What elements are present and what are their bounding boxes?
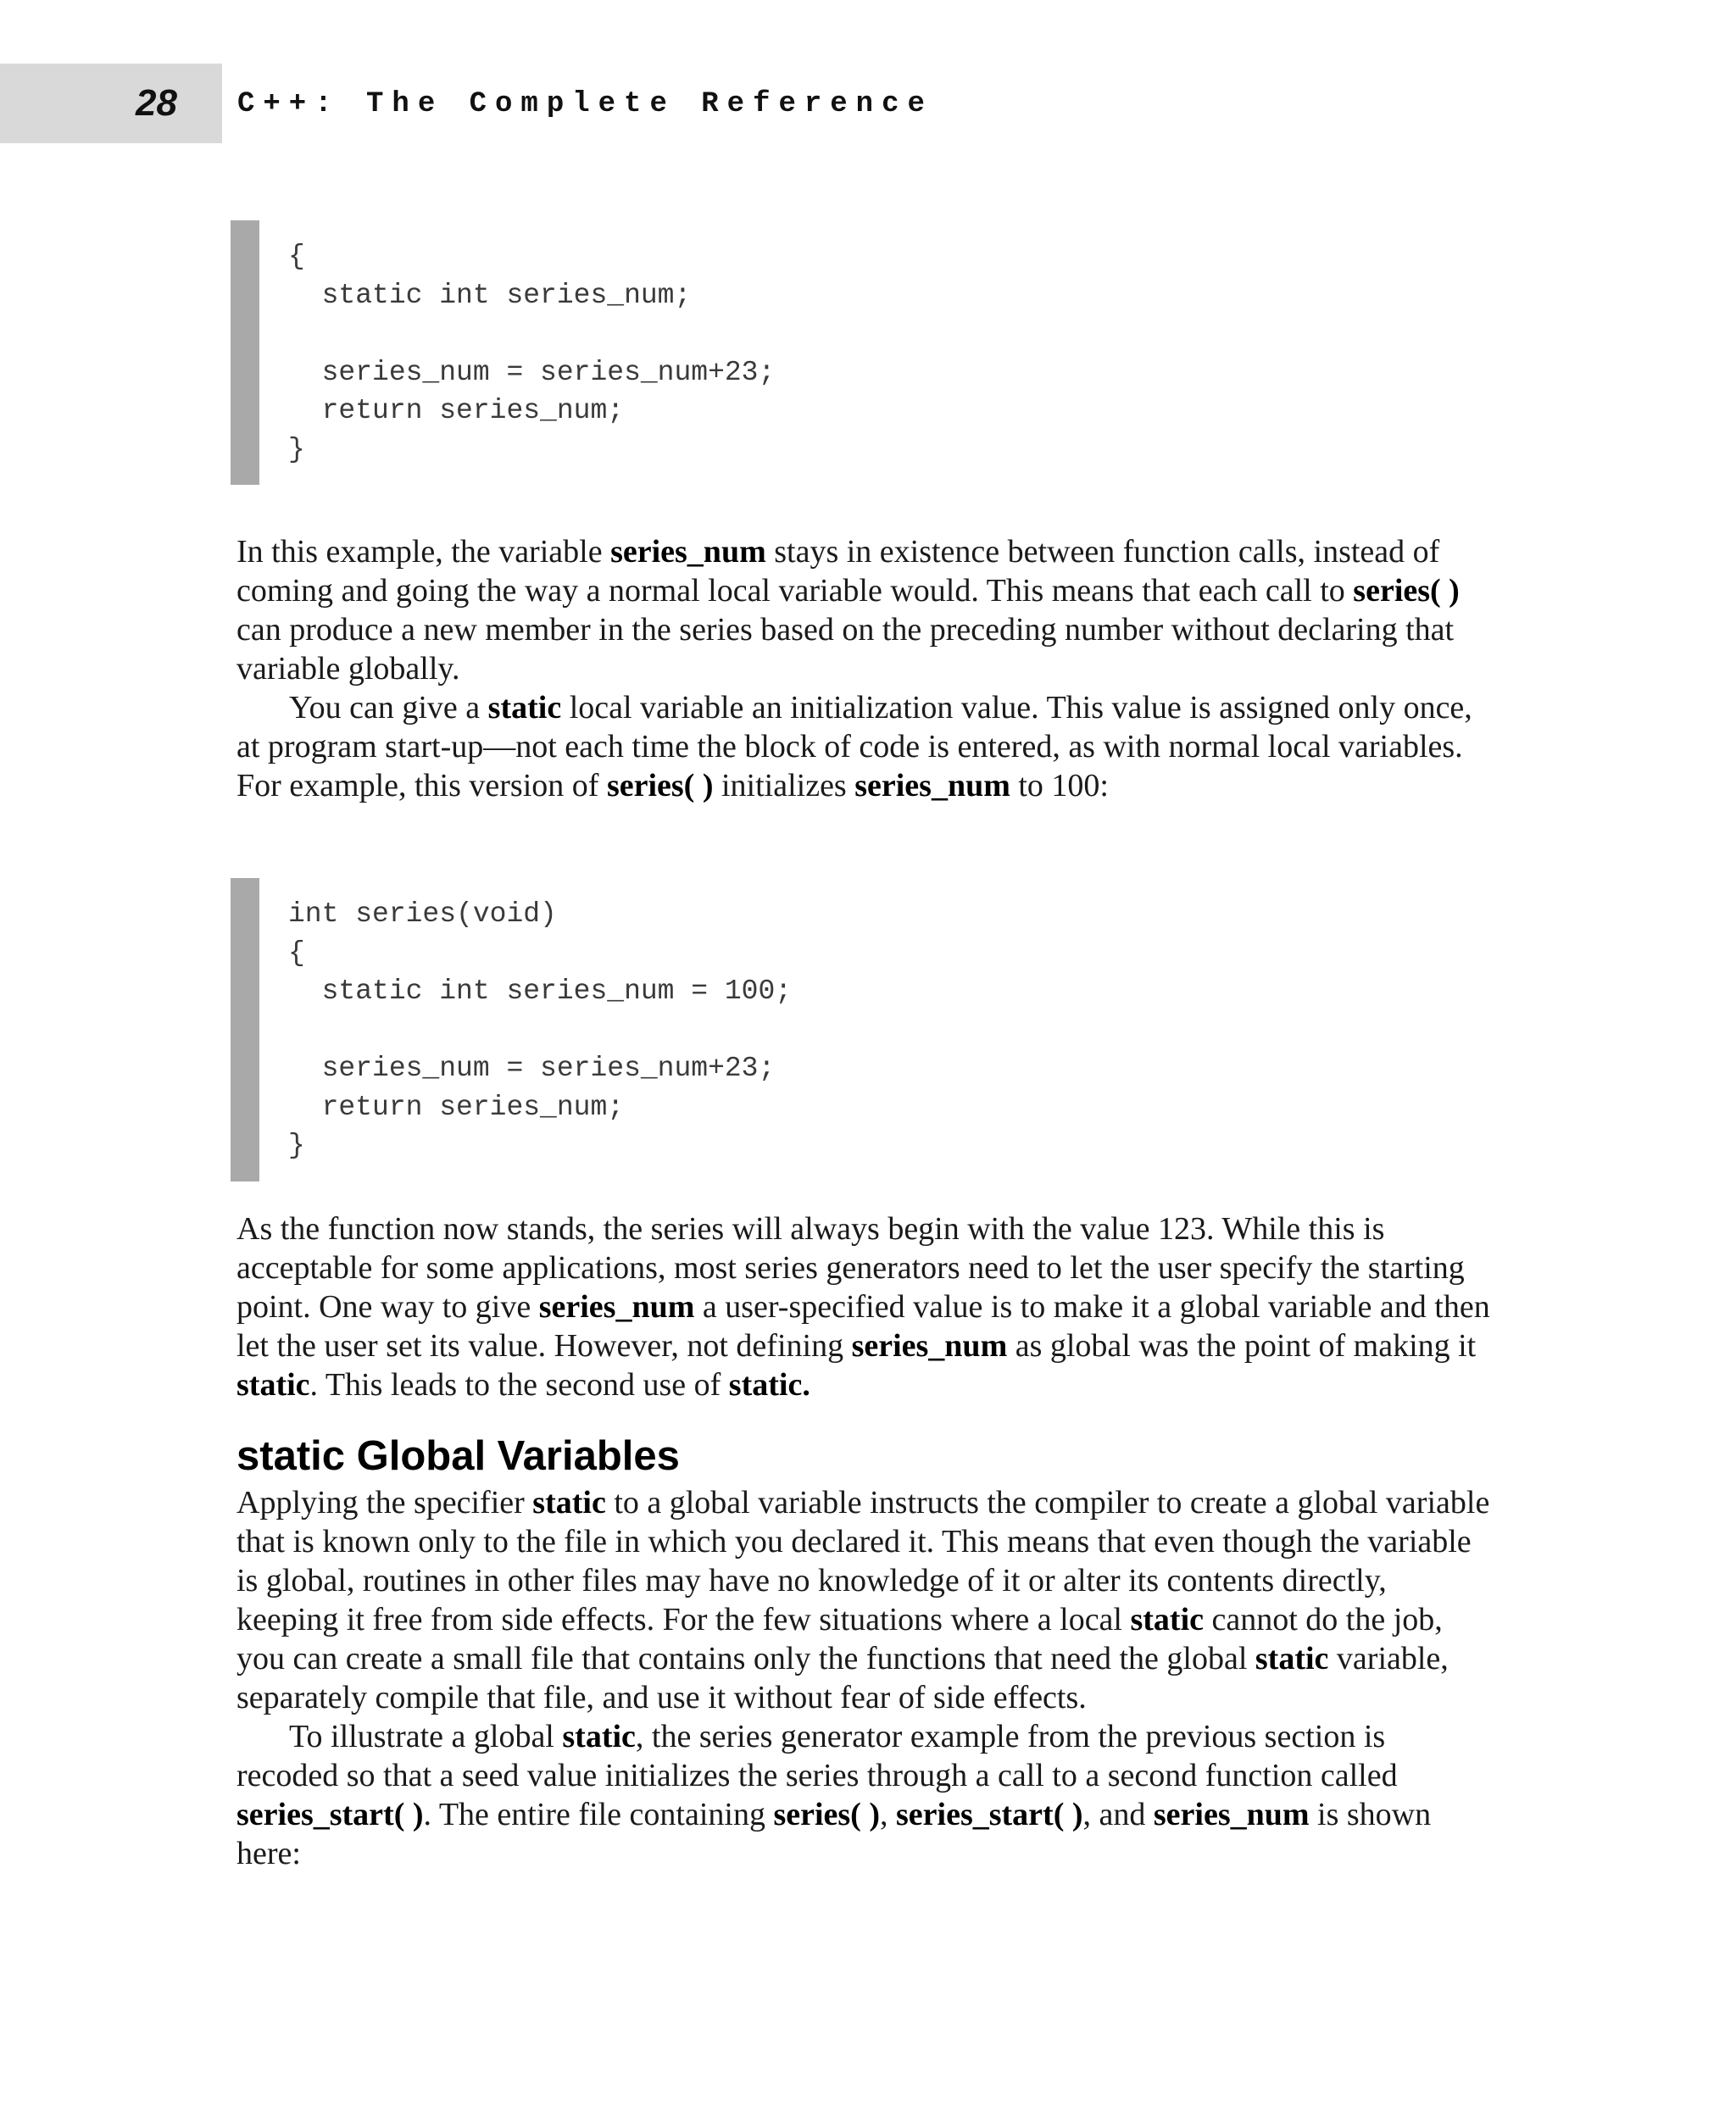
text: As the function now stands, the series will always begin with the value 123. While this is acceptable for some applications, most series generators need to let the user specify the starting point. One way to give bbox=[236, 1211, 1465, 1325]
text: . This leads to the second use of bbox=[309, 1367, 729, 1403]
text: variable, separately compile that file, and use it without fear of side effects. bbox=[236, 1641, 1449, 1715]
code-term: static bbox=[236, 1367, 310, 1403]
text: , the series generator example from the previous section is recoded so that a seed value initializes the series through a call to a second function called bbox=[236, 1719, 1398, 1793]
text: To illustrate a global bbox=[289, 1719, 563, 1754]
code-term: static bbox=[532, 1485, 606, 1520]
code-term: series( ) bbox=[606, 768, 714, 803]
text: , bbox=[880, 1797, 896, 1832]
code-term: static bbox=[1255, 1641, 1329, 1676]
text: stays in existence between function calls, instead of coming and going the way a normal local variable would. This means that each call to bbox=[236, 534, 1440, 609]
body-paragraphs-1 bbox=[236, 532, 1491, 805]
code-term: series_num bbox=[851, 1328, 1008, 1364]
running-title: C++: The Complete Reference bbox=[237, 88, 933, 120]
code-bar bbox=[231, 220, 259, 485]
text: Applying the specifier bbox=[236, 1485, 533, 1520]
text: . The entire file containing bbox=[423, 1797, 774, 1832]
paragraph bbox=[236, 1483, 1491, 1717]
text: to 100: bbox=[1010, 768, 1109, 803]
text: as global was the point of making it bbox=[1007, 1328, 1477, 1364]
code-term: static. bbox=[728, 1367, 810, 1403]
code-term: static bbox=[1130, 1602, 1205, 1637]
code-term: static bbox=[562, 1719, 636, 1754]
body-paragraphs-2 bbox=[236, 1209, 1491, 1404]
code-bar bbox=[231, 878, 259, 1181]
text: is shown here: bbox=[236, 1797, 1432, 1871]
text: cannot do the job, you can create a small file that contains only the functions that need the global bbox=[236, 1602, 1443, 1676]
code-term: series_num bbox=[610, 534, 766, 570]
text: local variable an initialization value. This value is assigned only once, at program start-up—not each time the block of code is entered, as with normal local variables. For example, this version of bbox=[236, 690, 1472, 803]
text: In this example, the variable bbox=[236, 534, 611, 570]
paragraph bbox=[236, 1209, 1491, 1404]
code-listing: int series(void) { static int series_num = 100; series_num = series_num+23; return series_num; } bbox=[288, 898, 793, 1161]
text: initializes bbox=[713, 768, 855, 803]
text: can produce a new member in the series based on the preceding number without declaring that variable globally. bbox=[236, 612, 1455, 687]
text: to a global variable instructs the compiler to create a global variable that is known only to the file in which you declared it. This means that even though the variable is global, routines in other files may have no knowledge of it or alter its contents directly, keeping it free from side effects. For the few situations where a local bbox=[236, 1485, 1490, 1637]
code-term: series_start( ) bbox=[236, 1797, 424, 1832]
paragraph bbox=[236, 688, 1491, 805]
code-term: series( ) bbox=[1353, 573, 1460, 609]
code-term: series( ) bbox=[773, 1797, 880, 1832]
code-term: series_num bbox=[538, 1289, 695, 1325]
paragraph bbox=[236, 532, 1491, 688]
code-term: series_num bbox=[854, 768, 1010, 803]
section-heading: static Global Variables bbox=[236, 1433, 680, 1479]
code-term: series_num bbox=[1153, 1797, 1310, 1832]
code-term: static bbox=[487, 690, 562, 725]
text: , and bbox=[1082, 1797, 1154, 1832]
paragraph bbox=[236, 1717, 1491, 1873]
body-paragraphs-3 bbox=[236, 1483, 1491, 1873]
text: You can give a bbox=[289, 690, 488, 725]
text: a user-specified value is to make it a global variable and then let the user set its value. However, not defining bbox=[236, 1289, 1490, 1364]
code-term: series_start( ) bbox=[896, 1797, 1083, 1832]
page-number: 28 bbox=[136, 82, 177, 124]
code-listing: { static int series_num; series_num = series_num+23; return series_num; } bbox=[288, 241, 776, 465]
